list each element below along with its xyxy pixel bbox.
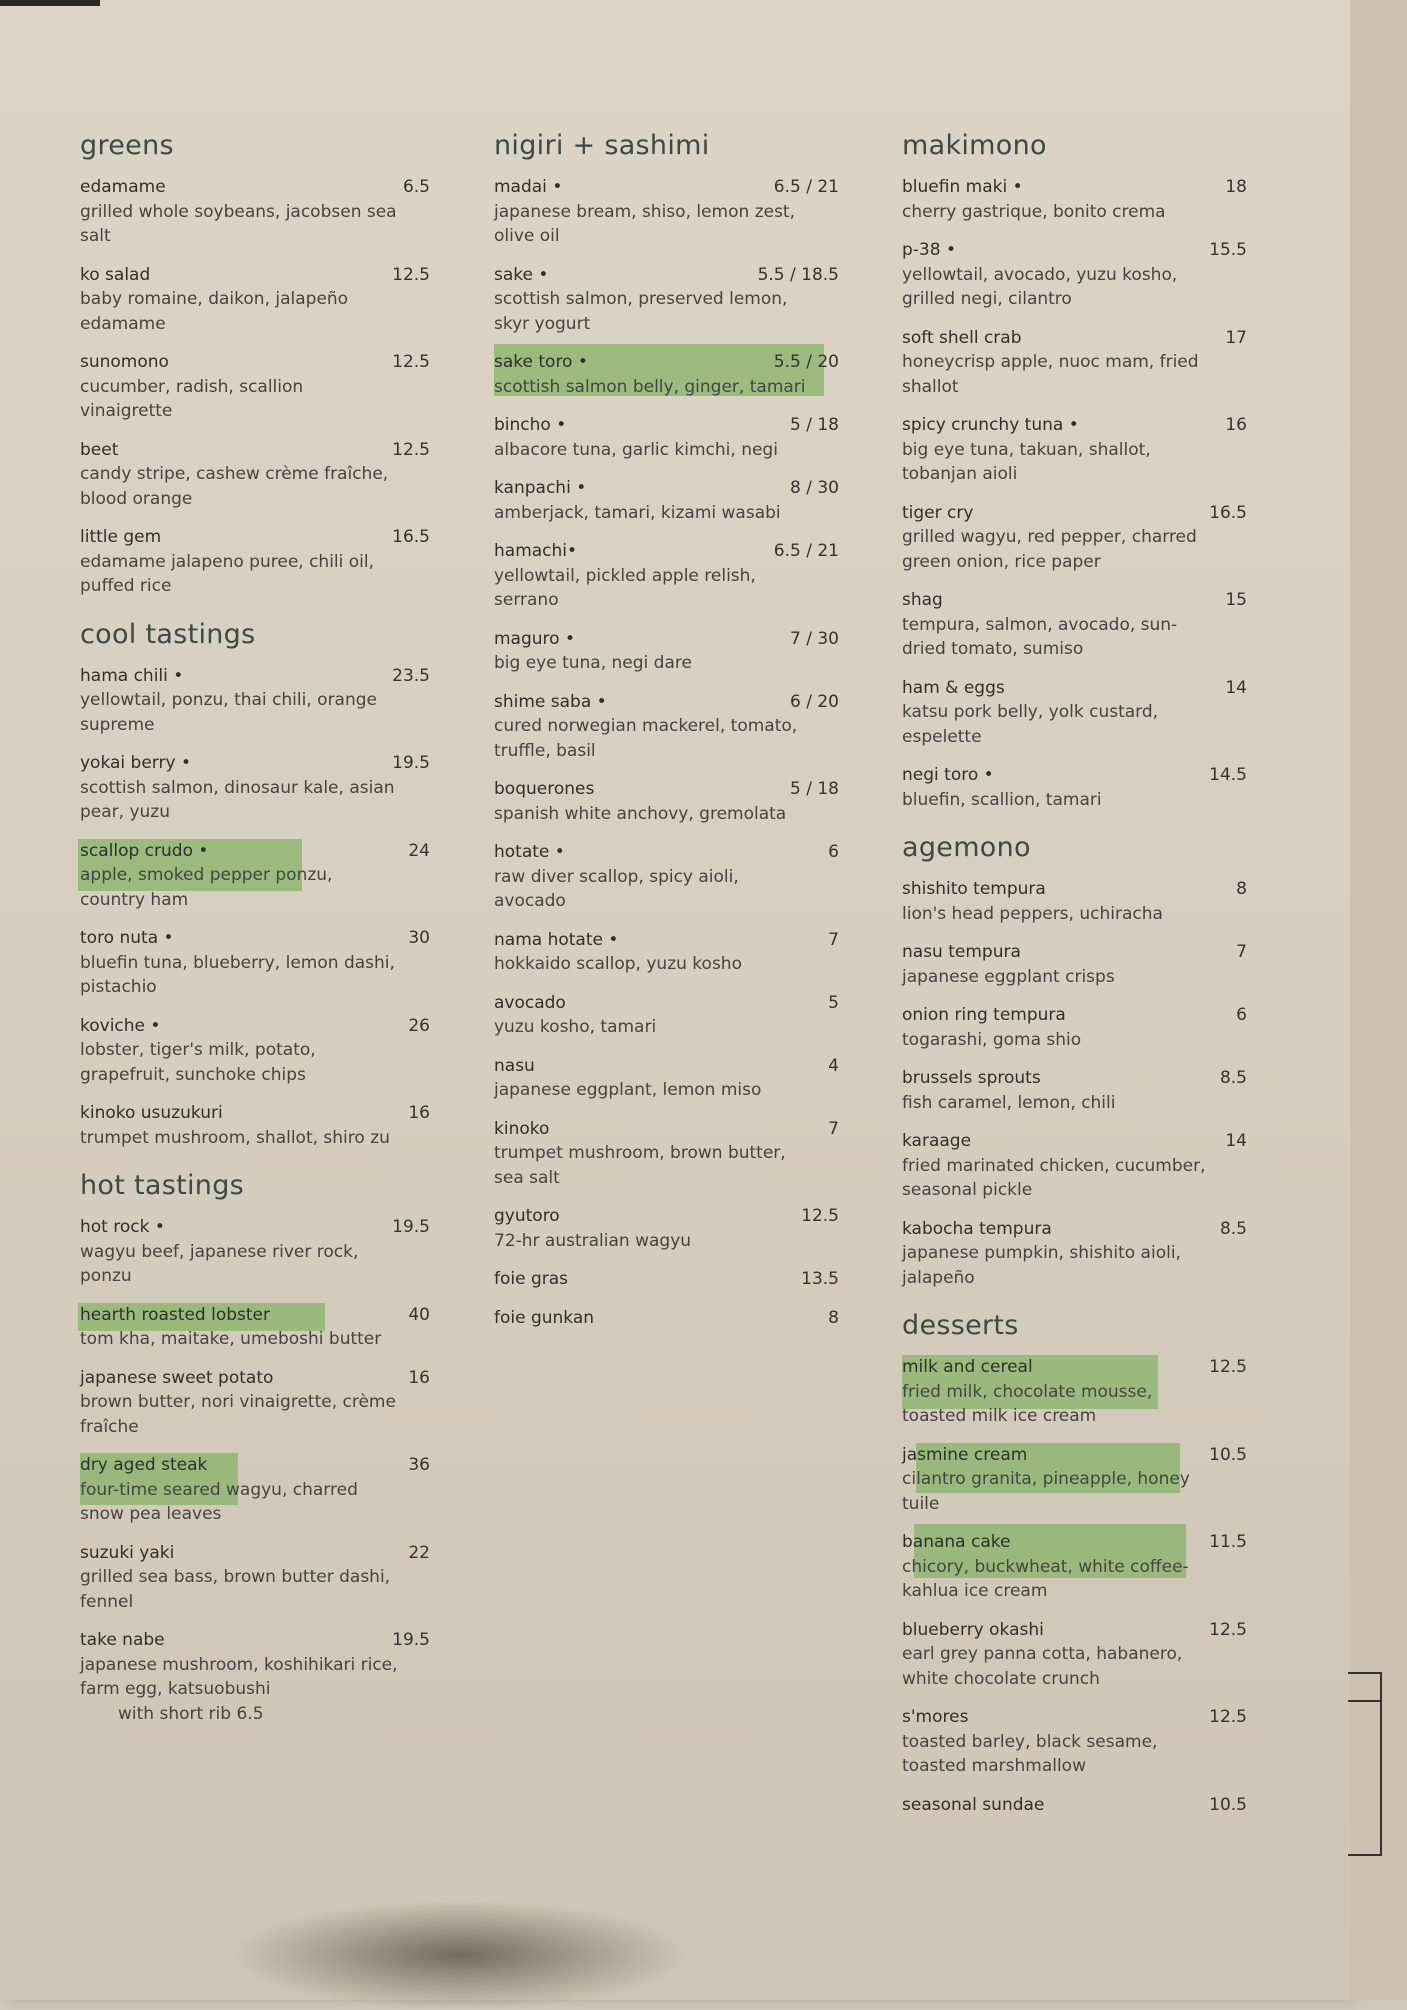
item-description: four-time seared wagyu, charred snow pea leaves	[80, 1479, 358, 1524]
menu-item	[494, 1306, 839, 1331]
menu-item	[494, 690, 839, 764]
item-price: 11.5	[1209, 1532, 1247, 1552]
menu-item	[902, 1355, 1247, 1429]
item-name: s'mores	[902, 1707, 969, 1727]
item-name: japanese sweet potato	[80, 1367, 274, 1388]
menu-item-header	[494, 476, 839, 501]
item-name: sake •	[494, 264, 549, 285]
menu-column-right	[902, 130, 1247, 1837]
item-price: 30	[408, 928, 430, 948]
item-price: 19.5	[392, 753, 430, 773]
item-description: trumpet mushroom, shallot, shiro zu	[80, 1127, 390, 1148]
menu-item-header	[494, 1267, 839, 1292]
section-title: nigiri + sashimi	[494, 130, 710, 161]
item-note: with short rib 6.5	[118, 1703, 264, 1724]
item-name: blueberry okashi	[902, 1619, 1044, 1640]
menu-item	[494, 1204, 839, 1253]
menu-item-header	[80, 1215, 430, 1240]
item-name: hotate •	[494, 842, 565, 862]
item-name: banana cake	[902, 1532, 1011, 1552]
item-price: 40	[408, 1304, 430, 1325]
item-description: yellowtail, ponzu, thai chili, orange supreme	[80, 690, 377, 735]
item-description: wagyu beef, japanese river rock, ponzu	[80, 1241, 359, 1286]
item-name: foie gras	[494, 1269, 569, 1289]
item-price: 10.5	[1209, 1794, 1247, 1815]
item-description: fried marinated chicken, cucumber, seasonal pickle	[902, 1155, 1206, 1200]
section-title: agemono	[902, 832, 1031, 863]
menu-item	[80, 175, 430, 249]
menu-section	[902, 832, 1247, 1290]
item-price: 12.5	[1209, 1357, 1247, 1377]
menu-item-header	[494, 1204, 839, 1229]
item-name: little gem	[80, 527, 162, 547]
menu-item	[494, 263, 839, 337]
item-name: hamachi•	[494, 541, 578, 561]
menu-item-header	[494, 263, 839, 288]
page-edge-bracket-tick	[1348, 1700, 1380, 1702]
section-title: cool tastings	[80, 618, 256, 650]
menu-item	[902, 940, 1247, 989]
item-name: hot rock •	[80, 1217, 165, 1237]
item-name: shime saba •	[494, 691, 607, 712]
item-description: earl grey panna cotta, habanero, white chocolate crunch	[902, 1644, 1183, 1689]
item-description: brown butter, nori vinaigrette, crème fraîche	[80, 1392, 396, 1437]
menu-item	[80, 926, 430, 1000]
menu-item	[494, 1054, 839, 1103]
item-name: take nabe	[80, 1630, 165, 1650]
menu-item-header	[494, 991, 839, 1016]
menu-item-header	[902, 676, 1247, 701]
menu-item	[902, 1129, 1247, 1203]
item-description: yellowtail, avocado, yuzu kosho, grilled negi, cilantro	[902, 264, 1178, 309]
menu-item-header	[902, 1217, 1247, 1242]
item-description: japanese mushroom, koshihikari rice, farm egg, katsuobushi	[80, 1654, 398, 1699]
menu-item-header	[494, 1054, 839, 1079]
menu-item-header	[902, 1705, 1247, 1730]
item-price: 16	[1225, 415, 1247, 435]
menu-item-header	[494, 627, 839, 652]
item-description: cucumber, radish, scallion vinaigrette	[80, 376, 304, 421]
item-price: 12.5	[392, 264, 430, 285]
item-price: 36	[408, 1455, 430, 1475]
section-title: desserts	[902, 1310, 1019, 1341]
item-name: suzuki yaki	[80, 1542, 175, 1563]
item-name: boquerones	[494, 779, 595, 799]
menu-item-header	[80, 1101, 430, 1126]
menu-item	[494, 1267, 839, 1292]
item-name: hama chili •	[80, 665, 184, 686]
item-description: japanese eggplant crisps	[902, 966, 1115, 987]
item-price: 12.5	[801, 1206, 839, 1226]
menu-item	[80, 1628, 430, 1726]
item-description: fish caramel, lemon, chili	[902, 1092, 1116, 1113]
menu-item-header	[902, 1443, 1247, 1468]
menu-item-header	[902, 1355, 1247, 1380]
item-description: japanese eggplant, lemon miso	[494, 1080, 762, 1100]
item-price: 16.5	[1209, 502, 1247, 523]
item-price: 17	[1225, 327, 1247, 348]
item-name: maguro •	[494, 628, 575, 649]
menu-item	[80, 350, 430, 424]
item-price: 16	[408, 1103, 430, 1123]
item-description: japanese pumpkin, shishito aioli, jalapeño	[902, 1243, 1181, 1288]
menu-item	[494, 476, 839, 525]
menu-item-header	[80, 1366, 430, 1391]
menu-item-header	[494, 928, 839, 953]
item-name: nasu	[494, 1055, 535, 1076]
item-price: 5.5 / 18.5	[757, 264, 839, 285]
item-name: kabocha tempura	[902, 1218, 1052, 1239]
menu-item-header	[80, 1453, 430, 1478]
item-description: tempura, salmon, avocado, sun-dried tomato, sumiso	[902, 614, 1178, 659]
item-name: kanpachi •	[494, 478, 587, 498]
item-name: karaage	[902, 1131, 972, 1151]
item-description: cilantro granita, pineapple, honey tuile	[902, 1469, 1190, 1514]
menu-section	[494, 130, 839, 1330]
item-name: shag	[902, 590, 943, 610]
item-price: 19.5	[392, 1630, 430, 1650]
menu-item-header	[902, 501, 1247, 526]
item-price: 15.5	[1209, 240, 1247, 260]
item-price: 23.5	[392, 665, 430, 686]
item-name: negi toro •	[902, 765, 994, 785]
menu-item	[80, 525, 430, 599]
item-name: milk and cereal	[902, 1357, 1033, 1377]
section-title: hot tastings	[80, 1170, 245, 1201]
menu-item	[902, 1705, 1247, 1779]
item-description: edamame jalapeno puree, chili oil, puffed rice	[80, 551, 375, 596]
menu-item-header	[494, 539, 839, 564]
menu-item	[494, 539, 839, 613]
item-price: 16	[408, 1367, 430, 1388]
menu-item-header	[80, 664, 430, 689]
item-price: 7	[828, 929, 839, 950]
item-description: grilled wagyu, red pepper, charred green onion, rice paper	[902, 527, 1197, 572]
item-description: yuzu kosho, tamari	[494, 1017, 657, 1037]
item-price: 5 / 18	[790, 779, 839, 799]
item-description: tom kha, maitake, umeboshi butter	[80, 1329, 382, 1349]
menu-item-header	[902, 413, 1247, 438]
menu-item-header	[80, 438, 430, 463]
item-name: gyutoro	[494, 1206, 560, 1226]
item-name: sunomono	[80, 352, 169, 372]
item-description: honeycrisp apple, nuoc mam, fried shallot	[902, 352, 1199, 397]
menu-item-header	[902, 1066, 1247, 1091]
menu-item	[902, 1003, 1247, 1052]
item-name: brussels sprouts	[902, 1068, 1041, 1088]
menu-item-header	[80, 1303, 430, 1328]
item-description: scottish salmon, preserved lemon, skyr yogurt	[494, 289, 788, 334]
item-description: japanese bream, shiso, lemon zest, olive oil	[494, 201, 796, 246]
menu-item-header	[902, 763, 1247, 788]
item-price: 6.5 / 21	[773, 177, 839, 197]
menu-item	[494, 350, 839, 399]
menu-column-left	[80, 130, 430, 1746]
item-price: 7	[828, 1118, 839, 1139]
menu-item	[80, 1541, 430, 1615]
menu-item	[494, 413, 839, 462]
menu-item	[494, 175, 839, 249]
item-description: raw diver scallop, spicy aioli, avocado	[494, 866, 739, 911]
item-description: bluefin, scallion, tamari	[902, 789, 1102, 810]
item-price: 12.5	[392, 352, 430, 372]
menu-item-header	[494, 690, 839, 715]
section-title: makimono	[902, 130, 1047, 161]
item-description: scottish salmon belly, ginger, tamari	[494, 376, 806, 397]
item-name: beet	[80, 439, 119, 460]
item-description: big eye tuna, negi dare	[494, 653, 692, 673]
item-price: 15	[1225, 590, 1247, 610]
item-name: foie gunkan	[494, 1307, 595, 1328]
menu-item-header	[80, 1541, 430, 1566]
item-name: bincho •	[494, 415, 567, 435]
menu-item	[494, 840, 839, 914]
item-price: 7	[1236, 942, 1247, 962]
menu-item	[80, 1014, 430, 1088]
menu-item-header	[494, 777, 839, 802]
menu-item-header	[494, 413, 839, 438]
item-name: bluefin maki •	[902, 177, 1023, 197]
menu-item-header	[80, 751, 430, 776]
item-description: amberjack, tamari, kizami wasabi	[494, 502, 781, 523]
item-name: ham & eggs	[902, 677, 1005, 698]
menu-item	[494, 777, 839, 826]
menu-item	[902, 588, 1247, 662]
item-name: ko salad	[80, 264, 151, 285]
item-description: 72-hr australian wagyu	[494, 1230, 692, 1251]
item-price: 12.5	[1209, 1619, 1247, 1640]
menu-item	[80, 751, 430, 825]
item-description: baby romaine, daikon, jalapeño edamame	[80, 289, 349, 334]
item-name: onion ring tempura	[902, 1005, 1066, 1025]
item-price: 8.5	[1219, 1218, 1247, 1239]
item-name: tiger cry	[902, 502, 974, 523]
item-name: yokai berry •	[80, 753, 191, 773]
menu-item	[902, 413, 1247, 487]
section-title: greens	[80, 130, 174, 161]
menu-item-header	[902, 238, 1247, 263]
item-description: lobster, tiger's milk, potato, grapefruit, sunchoke chips	[80, 1040, 316, 1085]
item-description: big eye tuna, takuan, shallot, tobanjan aioli	[902, 439, 1151, 484]
menu-item-header	[80, 263, 430, 288]
item-price: 7 / 30	[790, 628, 839, 649]
menu-section	[902, 1310, 1247, 1817]
menu-item	[902, 326, 1247, 400]
menu-item	[902, 1618, 1247, 1692]
item-name: madai •	[494, 177, 563, 197]
item-price: 5 / 18	[790, 415, 839, 435]
menu-section	[80, 619, 430, 1151]
finger-shadow	[230, 1900, 690, 2010]
menu-item	[494, 991, 839, 1040]
item-description: cured norwegian mackerel, tomato, truffle, basil	[494, 716, 798, 761]
item-name: scallop crudo •	[80, 840, 209, 861]
menu-item	[80, 1366, 430, 1440]
item-description: toasted barley, black sesame, toasted marshmallow	[902, 1731, 1158, 1776]
menu-section	[80, 1170, 430, 1726]
item-price: 8.5	[1219, 1068, 1247, 1088]
menu-item	[80, 1101, 430, 1150]
item-name: p-38 •	[902, 240, 956, 260]
item-price: 24	[408, 840, 430, 861]
menu-item-header	[902, 1530, 1247, 1555]
menu-item	[902, 763, 1247, 812]
item-description: fried milk, chocolate mousse, toasted milk ice cream	[902, 1381, 1153, 1426]
menu-item-header	[902, 1793, 1247, 1818]
menu-item-header	[80, 1628, 430, 1653]
menu-item	[80, 438, 430, 512]
item-name: jasmine cream	[902, 1444, 1028, 1465]
menu-column-middle	[494, 130, 839, 1350]
item-name: hearth roasted lobster	[80, 1304, 270, 1325]
item-price: 14.5	[1209, 765, 1247, 785]
item-description: grilled whole soybeans, jacobsen sea salt	[80, 201, 397, 246]
item-name: nama hotate •	[494, 929, 619, 950]
menu-item	[80, 664, 430, 738]
menu-item	[80, 1303, 430, 1352]
item-description: scottish salmon, dinosaur kale, asian pear, yuzu	[80, 777, 395, 822]
menu-item	[494, 928, 839, 977]
menu-item-header	[80, 350, 430, 375]
menu-item	[902, 1530, 1247, 1604]
menu-item-header	[494, 1306, 839, 1331]
item-name: seasonal sundae	[902, 1794, 1045, 1815]
item-name: sake toro •	[494, 352, 588, 372]
item-price: 18	[1225, 177, 1247, 197]
item-price: 8 / 30	[790, 478, 839, 498]
menu-item-header	[494, 1117, 839, 1142]
menu-item-header	[902, 940, 1247, 965]
item-price: 8	[1236, 879, 1247, 899]
item-price: 26	[408, 1015, 430, 1036]
item-description: cherry gastrique, bonito crema	[902, 201, 1166, 222]
item-price: 6.5	[402, 177, 430, 197]
menu-item	[902, 877, 1247, 926]
menu-item	[902, 1217, 1247, 1291]
menu-item-header	[80, 525, 430, 550]
menu-item	[902, 175, 1247, 224]
item-name: koviche •	[80, 1015, 161, 1036]
menu-item	[902, 676, 1247, 750]
item-price: 6	[828, 842, 839, 862]
item-description: apple, smoked pepper ponzu, country ham	[80, 865, 333, 910]
menu-item-header	[902, 1003, 1247, 1028]
item-price: 12.5	[392, 439, 430, 460]
item-price: 8	[828, 1307, 839, 1328]
item-name: dry aged steak	[80, 1455, 208, 1475]
item-price: 5.5 / 20	[773, 352, 839, 372]
item-price: 14	[1225, 1131, 1247, 1151]
menu-item-header	[80, 1014, 430, 1039]
menu-item	[80, 839, 430, 913]
item-description: hokkaido scallop, yuzu kosho	[494, 954, 742, 974]
item-price: 6.5 / 21	[773, 541, 839, 561]
item-price: 6	[1236, 1005, 1247, 1025]
menu-item	[494, 1117, 839, 1191]
item-price: 13.5	[801, 1269, 839, 1289]
item-description: katsu pork belly, yolk custard, espelette	[902, 702, 1159, 747]
menu-item	[80, 1215, 430, 1289]
item-name: soft shell crab	[902, 327, 1022, 348]
item-price: 22	[408, 1542, 430, 1563]
menu-item-header	[494, 840, 839, 865]
menu-item-header	[902, 588, 1247, 613]
menu-item	[494, 627, 839, 676]
menu-item-header	[902, 1129, 1247, 1154]
item-name: edamame	[80, 177, 166, 197]
item-price: 6 / 20	[790, 691, 839, 712]
menu-item	[902, 501, 1247, 575]
item-description: togarashi, goma shio	[902, 1029, 1082, 1050]
menu-item-header	[494, 175, 839, 200]
menu-item-header	[902, 1618, 1247, 1643]
menu-item-header	[902, 175, 1247, 200]
item-name: kinoko	[494, 1118, 550, 1139]
menu-item-header	[80, 839, 430, 864]
menu-item-header	[494, 350, 839, 375]
item-description: chicory, buckwheat, white coffee-kahlua ice cream	[902, 1556, 1189, 1601]
item-price: 16.5	[392, 527, 430, 547]
item-name: avocado	[494, 992, 566, 1013]
item-description: lion's head peppers, uchiracha	[902, 903, 1163, 924]
menu-item	[902, 238, 1247, 312]
item-description: candy stripe, cashew crème fraîche, blood orange	[80, 464, 389, 509]
item-price: 14	[1225, 677, 1247, 698]
item-description: yellowtail, pickled apple relish, serrano	[494, 565, 756, 610]
item-name: spicy crunchy tuna •	[902, 415, 1079, 435]
item-price: 5	[828, 992, 839, 1013]
menu-item-header	[902, 877, 1247, 902]
item-price: 19.5	[392, 1217, 430, 1237]
item-price: 4	[828, 1055, 839, 1076]
menu-item	[902, 1443, 1247, 1517]
item-description: spanish white anchovy, gremolata	[494, 803, 787, 824]
menu-section	[902, 130, 1247, 812]
menu-item	[902, 1066, 1247, 1115]
item-price: 10.5	[1209, 1444, 1247, 1465]
item-name: shishito tempura	[902, 879, 1046, 899]
menu-item	[80, 263, 430, 337]
item-name: kinoko usuzukuri	[80, 1103, 223, 1123]
item-description: bluefin tuna, blueberry, lemon dashi, pistachio	[80, 952, 395, 997]
item-description: trumpet mushroom, brown butter, sea salt	[494, 1143, 786, 1188]
menu-item	[902, 1793, 1247, 1818]
menu-item-header	[80, 926, 430, 951]
menu-item-header	[80, 175, 430, 200]
item-description: albacore tuna, garlic kimchi, negi	[494, 439, 778, 460]
item-description: grilled sea bass, brown butter dashi, fennel	[80, 1567, 391, 1612]
item-name: nasu tempura	[902, 942, 1021, 962]
menu-item-header	[902, 326, 1247, 351]
menu-section	[80, 130, 430, 599]
item-name: toro nuta •	[80, 928, 174, 948]
top-edge-shadow	[0, 0, 100, 6]
item-price: 12.5	[1209, 1707, 1247, 1727]
menu-item	[80, 1453, 430, 1527]
